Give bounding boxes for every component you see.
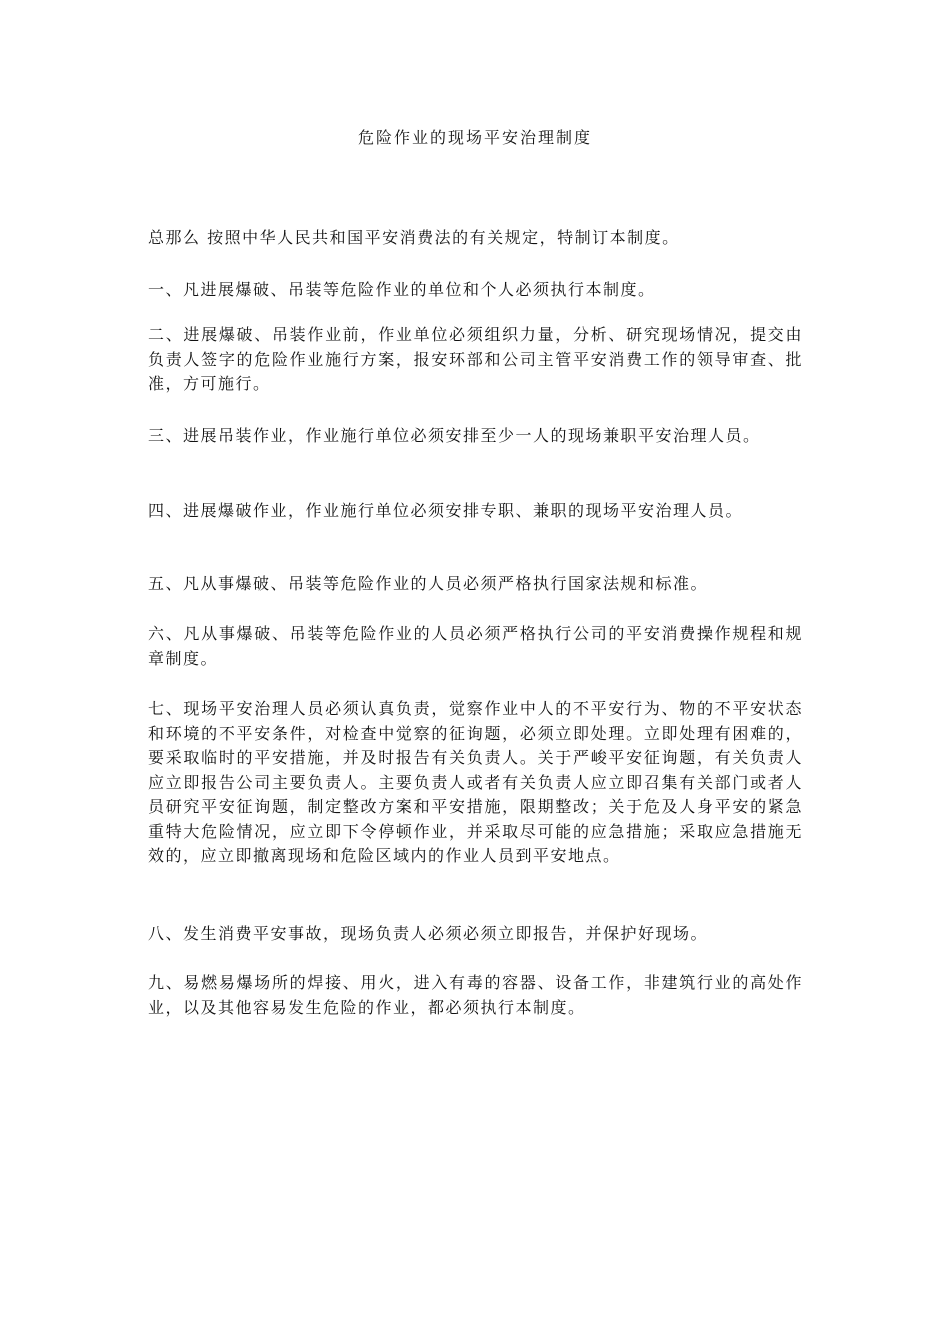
- paragraph-article-1: 一、凡进展爆破、吊装等危险作业的单位和个人必须执行本制度。: [148, 280, 656, 299]
- paragraph-article-5: 五、凡从事爆破、吊装等危险作业的人员必须严格执行国家法规和标准。: [148, 574, 709, 593]
- paragraph-article-7: 七、现场平安治理人员必须认真负责，觉察作业中人的不平安行为、物的不平安状态和环境的不平安条件，对检查中觉察的征询题，必须立即处理。立即处理有困难的，要采取临时的平安措施，并及时报告有关负责人。关于严峻平安征询题，有关负责人应立即报告公司主要负责人。主要负责人或者有关负责人应立即召集有关部门或者人员研究平安征询题，制定整改方案和平安措施，限期整改；关于危及人身平安的紧急重特大危险情况，应立即下令停顿作业，并采取尽可能的应急措施；采取应急措施无效的，应立即撤离现场和危险区域内的作业人员到平安地点。: [148, 699, 803, 865]
- paragraph-article-8: 八、发生消费平安事故，现场负责人必须必须立即报告，并保护好现场。: [148, 924, 709, 943]
- paragraph-article-9: 九、易燃易爆场所的焊接、用火，进入有毒的容器、设备工作，非建筑行业的高处作业，以及其他容易发生危险的作业，都必须执行本制度。: [148, 973, 803, 1017]
- paragraph-general-provision: 总那么 按照中华人民共和国平安消费法的有关规定，特制订本制度。: [148, 228, 680, 247]
- paragraph-article-6: 六、凡从事爆破、吊装等危险作业的人员必须严格执行公司的平安消费操作规程和规章制度。: [148, 624, 803, 668]
- document-title: 危险作业的现场平安治理制度: [357, 128, 592, 147]
- paragraph-article-2: 二、进展爆破、吊装作业前，作业单位必须组织力量，分析、研究现场情况，提交由负责人签字的危险作业施行方案，报安环部和公司主管平安消费工作的领导审查、批准，方可施行。: [148, 325, 803, 393]
- paragraph-article-4: 四、进展爆破作业，作业施行单位必须安排专职、兼职的现场平安治理人员。: [148, 501, 744, 520]
- paragraph-article-3: 三、进展吊装作业，作业施行单位必须安排至少一人的现场兼职平安治理人员。: [148, 426, 761, 445]
